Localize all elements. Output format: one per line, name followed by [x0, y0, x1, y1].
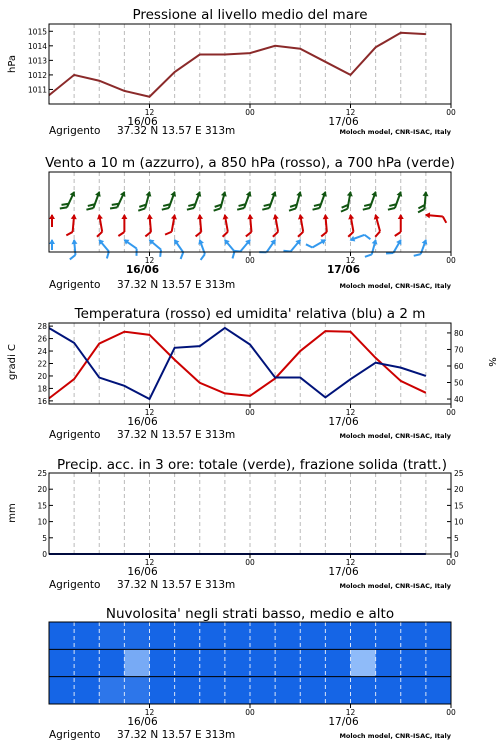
x-tick-label: 12	[345, 108, 356, 117]
wind-850-barb-head	[247, 214, 253, 220]
humidity-ylabel: %	[486, 357, 497, 367]
y-tick-label: 10	[454, 517, 464, 527]
wind-700-barb	[313, 189, 329, 213]
wind-700-barb-head	[321, 190, 328, 197]
wind-850-barb	[344, 213, 357, 236]
date-label: 17/06	[328, 566, 359, 578]
cloud-cell	[300, 649, 326, 676]
cloud-cell	[49, 677, 75, 704]
wind-10m-barb-flag	[104, 251, 111, 258]
wind-10m-barb-flag	[178, 252, 185, 259]
cloud-cell	[250, 677, 276, 704]
cloud-cell	[200, 649, 226, 676]
footer-coords: 37.32 N 13.57 E 313m	[117, 729, 236, 741]
y-tick-label: 10	[37, 517, 47, 527]
wind-700-barb-head	[296, 190, 303, 196]
wind-10m-barb-flag	[386, 250, 393, 256]
y-tick-label: 50	[454, 378, 464, 388]
wind-850-barb-head	[121, 214, 127, 219]
cloud-cell	[225, 677, 251, 704]
wind-700-barb-head	[271, 190, 278, 197]
wind-700-barb	[289, 189, 303, 213]
date-label: 16/06	[127, 716, 158, 728]
wind-700-barb	[418, 190, 429, 213]
cloud-cells	[49, 622, 451, 704]
wind-850-barb-flag	[118, 232, 124, 236]
wind-850-barb	[165, 213, 178, 236]
wind-700-barb	[341, 190, 354, 213]
precip-ylabel: mm	[7, 503, 18, 523]
wind-10m-barb-head	[422, 238, 429, 245]
cloud-cell	[426, 649, 451, 676]
cloud-cell	[99, 677, 125, 704]
wind-700-barb	[388, 189, 404, 213]
wind-700-barb-head	[221, 190, 228, 196]
wind-700-barb-flag	[138, 207, 145, 212]
y-tick-label: 1013	[27, 56, 47, 66]
cloud-cell	[426, 622, 451, 649]
wind-700-barb	[237, 189, 253, 213]
x-tick-label: 00	[446, 108, 456, 117]
cloud-cell	[99, 649, 125, 676]
wind-700-barb-flag	[388, 206, 395, 212]
wind-10m-barb-edge-head	[49, 239, 55, 244]
wind-10m-barb-edge	[49, 239, 55, 250]
wind-10m-barb-head	[197, 238, 204, 245]
wind-850-barb-flag	[195, 232, 201, 237]
footer-location: Agrigento	[49, 279, 101, 291]
wind-850-barb	[319, 214, 330, 237]
wind-700-barb-flag	[187, 206, 194, 212]
y-tick-label: 0	[42, 550, 47, 559]
x-tick-label: 12	[345, 708, 356, 717]
cloud-cell	[351, 622, 377, 649]
wind-850-barb-edge	[49, 214, 55, 227]
y-tick-label: 26	[37, 334, 47, 344]
footer-coords: 37.32 N 13.57 E 313m	[117, 429, 236, 441]
y-tick-label: 28	[37, 322, 47, 332]
cloud-cell	[426, 677, 451, 704]
wind-10m-barb-flag	[199, 254, 206, 260]
x-tick-label: 00	[245, 108, 255, 117]
wind-700-barb-head	[246, 190, 253, 197]
wind-700-barb-flag	[162, 206, 169, 212]
wind-700-barb-head	[70, 190, 78, 197]
wind-850-barb-edge-head	[49, 214, 55, 219]
wind-10m-barb	[220, 237, 240, 258]
wind-700-barb-head	[146, 190, 153, 196]
x-tick-label: 00	[446, 558, 456, 567]
wind-700-barb	[60, 189, 77, 213]
wind-10m-barb-flag	[230, 251, 237, 258]
y-tick-label: 16	[37, 396, 47, 406]
cloud-cell	[124, 649, 150, 676]
wind-850-barb	[143, 214, 154, 237]
cloud-cell	[275, 622, 301, 649]
temperature-panel	[7, 306, 497, 428]
pressure-title: Pressione al livello medio del mare	[132, 7, 368, 23]
footer-credit: Moloch model, CNR-ISAC, Italy	[339, 282, 451, 290]
temperature-title: Temperatura (rosso) ed umidita' relativa (blu) a 2 m	[74, 306, 426, 322]
cloud-xticks	[127, 704, 456, 728]
wind-10m-barb	[169, 237, 188, 259]
cloud-cell	[49, 622, 75, 649]
cloud-cell	[150, 622, 176, 649]
date-label: 16/06	[127, 416, 158, 428]
wind-700-barb	[363, 189, 379, 213]
y-tick-label: 0	[454, 550, 459, 559]
footer-location: Agrigento	[49, 729, 101, 741]
wind-700-barb	[162, 189, 178, 213]
wind-700-barb	[86, 189, 102, 213]
x-tick-label: 12	[144, 108, 155, 117]
wind-10m-barb-flag	[306, 242, 312, 249]
wind-700-barb-flag	[110, 205, 117, 211]
wind-700-barb-flag	[237, 206, 244, 212]
humidity-yticks-right	[447, 329, 464, 404]
y-tick-label: 22	[37, 359, 47, 369]
temperature-yticks-left	[37, 322, 53, 406]
cloud-cell	[150, 677, 176, 704]
wind-850-barb-flag	[246, 232, 252, 237]
wind-10m-barb-head	[372, 238, 379, 244]
wind-10m-barb	[414, 237, 429, 259]
cloud-cell	[351, 677, 377, 704]
y-tick-label: 1015	[27, 27, 47, 37]
precip-grid	[74, 473, 426, 554]
cloud-panel	[49, 606, 456, 728]
cloud-cell	[376, 677, 402, 704]
cloud-cell	[250, 622, 276, 649]
y-tick-label: 60	[454, 361, 464, 371]
cloud-cell	[325, 677, 351, 704]
x-tick-label: 00	[245, 708, 255, 717]
footer-coords: 37.32 N 13.57 E 313m	[117, 125, 236, 137]
wind-850-barb-flag	[442, 216, 447, 222]
footer-coords: 37.32 N 13.57 E 313m	[117, 279, 236, 291]
y-tick-label: 1011	[27, 85, 47, 95]
wind-850-barb	[269, 213, 282, 236]
wind-850-barb-flag	[374, 231, 381, 236]
y-tick-label: 24	[37, 347, 47, 357]
wind-850-barb	[370, 213, 384, 237]
cloud-cell	[49, 649, 75, 676]
cloud-cell	[225, 622, 251, 649]
wind-10m-barb-flag	[414, 252, 421, 258]
cloud-cell	[351, 649, 377, 676]
x-tick-label: 00	[446, 408, 456, 417]
wind-700-barb	[138, 189, 152, 213]
y-tick-label: 1012	[27, 70, 47, 80]
temperature-ylabel: gradi C	[7, 344, 18, 380]
cloud-cell	[325, 622, 351, 649]
x-tick-label: 12	[144, 408, 155, 417]
wind-10m-barb	[306, 234, 328, 252]
wind-700-barb-head	[120, 190, 128, 197]
date-label: 17/06	[326, 264, 361, 276]
wind-700-barb	[262, 189, 278, 213]
footer-credit: Moloch model, CNR-ISAC, Italy	[339, 128, 451, 136]
x-tick-label: 00	[446, 256, 456, 265]
wind-700-barb	[110, 189, 127, 213]
wind-850-barb	[118, 214, 127, 236]
y-tick-label: 20	[37, 485, 47, 495]
cloud-cell	[300, 677, 326, 704]
y-tick-label: 80	[454, 328, 464, 338]
wind-10m-barb-flag	[365, 253, 372, 258]
cloud-cell	[325, 649, 351, 676]
cloud-cell	[376, 622, 402, 649]
wind-850-barb-flag	[321, 232, 327, 237]
footer-location: Agrigento	[49, 429, 101, 441]
footer-credit: Moloch model, CNR-ISAC, Italy	[339, 732, 451, 740]
cloud-cell	[275, 649, 301, 676]
y-tick-label: 20	[37, 371, 47, 381]
wind-700-barb-head	[397, 190, 404, 197]
x-tick-label: 12	[144, 558, 155, 567]
precip-xticks	[127, 554, 456, 578]
wind-10m-barb-flag	[365, 234, 371, 241]
date-label: 16/06	[127, 566, 158, 578]
cloud-cell	[401, 622, 427, 649]
y-tick-label: 40	[454, 395, 464, 405]
y-tick-label: 70	[454, 345, 464, 355]
wind-700-barb-head	[196, 190, 203, 197]
wind-850-barb	[219, 213, 232, 236]
wind-850-barb-head	[146, 214, 152, 220]
cloud-cell	[250, 649, 276, 676]
temperature-xticks	[127, 404, 456, 428]
wind-700-barb-flag	[86, 206, 93, 212]
wind-10m-barb-head	[320, 237, 327, 245]
wind-xticks	[126, 252, 456, 276]
cloud-title: Nuvolosita' negli strati basso, medio e alto	[105, 606, 395, 622]
wind-700-barb	[214, 189, 228, 213]
x-tick-label: 12	[144, 256, 155, 265]
y-tick-label: 25	[37, 469, 47, 478]
x-tick-label: 12	[144, 708, 155, 717]
date-label: 17/06	[328, 416, 359, 428]
cloud-cell	[74, 649, 100, 676]
x-tick-label: 00	[245, 558, 255, 567]
cloud-cell	[401, 677, 427, 704]
cloud-cell	[376, 649, 402, 676]
x-tick-label: 12	[345, 558, 356, 567]
wind-10m-barb-head	[396, 238, 404, 245]
y-tick-label: 15	[454, 501, 464, 511]
wind-title: Vento a 10 m (azzurro), a 850 hPa (rosso), a 700 hPa (verde)	[45, 155, 455, 171]
wind-700-barb-head	[347, 190, 354, 196]
cloud-cell	[175, 622, 201, 649]
wind-850-barb-flag	[165, 231, 172, 236]
wind-850-barb	[244, 214, 255, 237]
cloud-cell	[200, 622, 226, 649]
y-tick-label: 20	[454, 485, 464, 495]
footer-location: Agrigento	[49, 579, 101, 591]
wind-850-barb	[93, 213, 106, 236]
wind-700-barb-head	[371, 190, 378, 197]
wind-700-barb-head	[95, 190, 102, 197]
pressure-frame	[49, 24, 451, 104]
cloud-cell	[200, 677, 226, 704]
wind-700-barb-flag	[262, 206, 269, 212]
wind-panel	[45, 155, 456, 276]
wind-700-barb-flag	[341, 208, 348, 213]
y-tick-label: 25	[454, 469, 464, 478]
wind-850-barb-flag	[395, 232, 401, 236]
wind-10m-barb	[120, 237, 142, 256]
cloud-cell	[99, 622, 125, 649]
wind-700-barb-flag	[363, 206, 370, 212]
cloud-cell	[300, 622, 326, 649]
wind-barbs	[49, 189, 447, 260]
y-tick-label: 5	[42, 533, 47, 543]
cloud-cell	[225, 649, 251, 676]
wind-10m-barb	[68, 239, 79, 260]
date-label: 17/06	[328, 716, 359, 728]
wind-10m-barb	[386, 236, 404, 258]
wind-850-barb	[66, 213, 77, 236]
precip-panel	[7, 457, 464, 578]
wind-850-barb	[395, 214, 404, 236]
cloud-cell	[150, 649, 176, 676]
wind-850-barb-flag	[145, 232, 151, 237]
wind-10m-barb	[145, 237, 166, 257]
footer-coords: 37.32 N 13.57 E 313m	[117, 579, 236, 591]
cloud-cell	[401, 649, 427, 676]
y-tick-label: 15	[37, 501, 47, 511]
wind-700-barb-flag	[214, 207, 221, 212]
x-tick-label: 00	[245, 256, 255, 265]
humidity-line	[49, 328, 426, 399]
cloud-cell	[175, 677, 201, 704]
precip-yticks	[37, 469, 463, 559]
wind-10m-barb-head	[349, 236, 356, 243]
x-tick-label: 12	[345, 256, 356, 265]
wind-10m-barb-flag	[69, 255, 75, 260]
footer-credit: Moloch model, CNR-ISAC, Italy	[339, 582, 451, 590]
wind-850-barb-head	[322, 214, 328, 220]
precip-frame	[49, 473, 451, 554]
cloud-cell	[74, 677, 100, 704]
date-label: 17/06	[328, 116, 359, 128]
wind-700-barb	[187, 189, 203, 213]
wind-700-barb-head	[423, 191, 429, 197]
wind-10m-barb-flag	[283, 248, 290, 255]
cloud-cell	[124, 622, 150, 649]
wind-850-barb	[424, 212, 447, 223]
wind-850-barb	[294, 213, 307, 236]
wind-850-barb-head	[398, 214, 404, 219]
wind-850-barb	[194, 214, 205, 237]
wind-700-barb-head	[170, 190, 177, 197]
pressure-ylabel: hPa	[7, 54, 18, 74]
wind-850-barb-head	[197, 214, 203, 220]
date-label: 16/06	[125, 264, 160, 276]
wind-700-barb-flag	[60, 205, 67, 211]
cloud-cell	[175, 649, 201, 676]
footer-location: Agrigento	[49, 125, 101, 137]
precip-title: Precip. acc. in 3 ore: totale (verde), frazione solida (tratt.)	[57, 457, 447, 473]
y-tick-label: 18	[37, 384, 47, 394]
wind-10m-barb	[194, 238, 209, 260]
temperature-frame	[49, 323, 451, 404]
cloud-cell	[275, 677, 301, 704]
wind-10m-barb-head	[71, 239, 77, 245]
wind-10m-barb	[365, 237, 379, 259]
y-tick-label: 1014	[27, 41, 47, 51]
date-label: 16/06	[127, 116, 158, 128]
pressure-panel	[7, 7, 456, 128]
y-tick-label: 5	[454, 533, 459, 543]
footer-credit: Moloch model, CNR-ISAC, Italy	[339, 432, 451, 440]
x-tick-label: 12	[345, 408, 356, 417]
cloud-cell	[124, 677, 150, 704]
x-tick-label: 00	[245, 408, 255, 417]
pressure-line	[49, 33, 426, 97]
wind-700-barb-flag	[313, 206, 320, 212]
wind-10m-barb	[94, 237, 114, 258]
wind-10m-barb-flag	[157, 250, 164, 257]
cloud-cell	[74, 622, 100, 649]
wind-850-barb-flag	[66, 231, 72, 236]
wind-700-barb-flag	[289, 207, 296, 212]
x-tick-label: 00	[446, 708, 456, 717]
temperature-line	[49, 331, 426, 398]
wind-850-barb-head	[71, 214, 77, 220]
